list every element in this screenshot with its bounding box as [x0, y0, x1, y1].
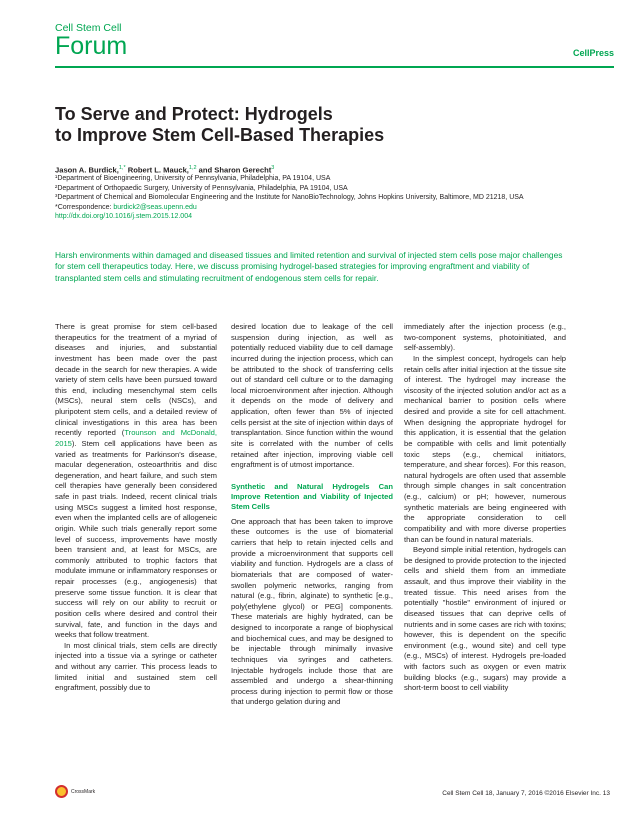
body-column-2 [231, 322, 393, 708]
title-line-1: To Serve and Protect: Hydrogels [55, 104, 333, 124]
body-paragraph: Beyond simple initial retention, hydrogels can be designed to provide protection to the injected cells and shield them from an immediate assault, and thus improve their viability in the treated tissue. This need arises from the potentially "hostile" environment of injured or diseased tissues that can deprive cells of nutrients and in some cases are rich with toxins; however, this is dependent on the specific environment (e.g., wound site) and cell type (e.g., MSCs) of interest. Hydrogels pre-loaded with factors such as oxygen or even matrix building blocks (e.g., sugars) may provide a short-term boost to cell viability [404, 545, 566, 693]
title-line-2: to Improve Stem Cell-Based Therapies [55, 125, 385, 145]
body-paragraph: immediately after the injection process (e.g., two-component systems, photoinitiated, and self-assembly). [404, 322, 566, 353]
crossmark-label: CrossMark [71, 788, 96, 795]
crossmark-icon [55, 785, 68, 798]
author-3: and Sharon Gerecht [196, 165, 272, 175]
affiliation-1: ¹Department of Bioengineering, University of Pennsylvania, Philadelphia, PA 19104, USA [55, 175, 331, 182]
section-name: Forum [55, 32, 128, 60]
author-3-affil: 3 [271, 165, 275, 171]
affiliation-2: ²Department of Orthopaedic Surgery, University of Pennsylvania, Philadelphia, PA 19104, USA [55, 184, 348, 192]
affiliations [55, 174, 575, 222]
author-2-affil: 1,2 [188, 165, 197, 171]
correspondence-label: *Correspondence: [55, 203, 114, 211]
body-column-3 [404, 322, 566, 694]
abstract: Harsh environments within damaged and diseased tissues and limited retention and survival of injected stem cells pose major challenges for stem cell therapeutics today. Here, we discuss promising hydrogel-based strategies for improving engraftment and viability of transplanted stem cells and stimulating recruitment of endogenous stem cells for repair. [55, 250, 563, 283]
journal-name: Cell Stem Cell [55, 22, 122, 34]
cellpress-logo: CellPress [572, 48, 614, 58]
correspondence [55, 203, 575, 213]
body-paragraph: In most clinical trials, stem cells are directly injected into a tissue via a syringe or catheter and without any carrier. This process leads to limited initial and sustained stem cell engraftment, possibly due to [55, 640, 217, 693]
section-heading: Synthetic and Natural Hydrogels Can Improve Retention and Viability of Injected Stem Cells [231, 481, 393, 511]
paragraph-text: There is great promise for stem cell-based therapeutics for the treatment of a myriad of diseases and injuries, and substantial investment has been made over the past decade in the search for new therapies. A wide variety of stem cells have been pursued toward this end, including mesenchymal stem cells (MSCs), neural stem cells (NSCs), and pluripotent stem cells, and a detailed review of clinical investigations in this area has been recently reported ( [55, 322, 217, 438]
body-column-1 [55, 322, 217, 694]
crossmark-badge[interactable] [55, 785, 95, 798]
author-1: Jason A. Burdick, [55, 165, 119, 175]
affiliation-3: ³Department of Chemical and Biomolecular Engineering and the Institute for NanoBioTechnology, Johns Hopkins University, Baltimore, MD 21218, USA [55, 194, 524, 202]
header-rule [55, 66, 614, 68]
author-1-affil: 1,* [118, 165, 126, 171]
author-2: Robert L. Mauck, [125, 165, 189, 175]
body-paragraph: In the simplest concept, hydrogels can help retain cells after initial injection at the tissue site of interest. The hydrogel may increase the viscosity of the injected solution and/or act as a mechanical barrier to position cells where desired and provide a site for cell attachment. When designing the appropriate hydrogel for this application, it is essential that the gelation be compatible with cells and limit potentially toxic steps (e.g., chemical initiators, temperature, and shear forces). For this reason, natural hydrogels are often used that assemble through simple changes in salt concentration (e.g., calcium) or pH; however, numerous synthetic materials are being engineered with the appropriate consideration to cell compatibility and with more diverse properties than can be found in natural materials. [404, 353, 566, 544]
body-paragraph: One approach that has been taken to improve these outcomes is the use of biomaterial carriers that help to retain injected cells and provide a microenvironment that supports cell viability and function. Hydrogels are a class of biomaterials that are composed of water-swollen polymeric networks, ranging from natural (e.g., fibrin, alginate) to synthetic [e.g., poly(ethylene glycol) or PEG] components. These materials are highly hydrated, can be designed to incorporate a range of biophysical and biochemical cues, and may be designed to be injectable through minimally invasive techniques via syringes and catheters. Injectable hydrogels include those that are assembled and undergo a shear-thinning process during injection to permit flow or those that undergo gelation during and [231, 516, 393, 707]
article-title [55, 104, 575, 146]
page-footer: Cell Stem Cell 18, January 7, 2016 ©2016 Elsevier Inc. 13 [442, 790, 610, 797]
paragraph-text: ). Stem cell applications have been as varied as treatments for Parkinson's disease, macular degeneration, osteoarthritis and disc degeneration, and heart failure, and such stem cell therapies have generally been considered safe in past trials. Indeed, recent clinical trials using MSCs suggest a limited host response, even when the implanted cells are of allogeneic origin. While such trials generally report some level of success, improvements have mostly been transient and, at least for MSCs, are commonly attributed to trophic factors that modulate immune or inflammatory responses or repair processes (e.g., angiogenesis) that preserve some tissue function. It is clear that success will rely on our ability to recruit or position cells where desired and control their survival, fate, and function in the days and weeks that follow treatment. [55, 438, 217, 640]
correspondence-email-link[interactable]: burdick2@seas.upenn.edu [113, 203, 197, 211]
citation-link[interactable]: Trounson and McDonald, 2015 [55, 428, 217, 448]
body-paragraph: desired location due to leakage of the cell suspension during injection, as well as potentially reduced viability due to cell damage incurred during the injection process, which can be attributed to the shock of transferring cells out of standard cell culture or to the damaging local microenvironment after injection. Although it depends on the mode of delivery and application, often fewer than 5% of injected cells persist at the site of injection within days of transplantation. Since function within the wound site is correlated with the number of cells retained after injection, improving viable cell engraftment is of utmost importance. [231, 322, 393, 470]
doi-link[interactable]: http://dx.doi.org/10.1016/j.stem.2015.12.004 [55, 213, 192, 221]
body-paragraph [55, 322, 217, 641]
